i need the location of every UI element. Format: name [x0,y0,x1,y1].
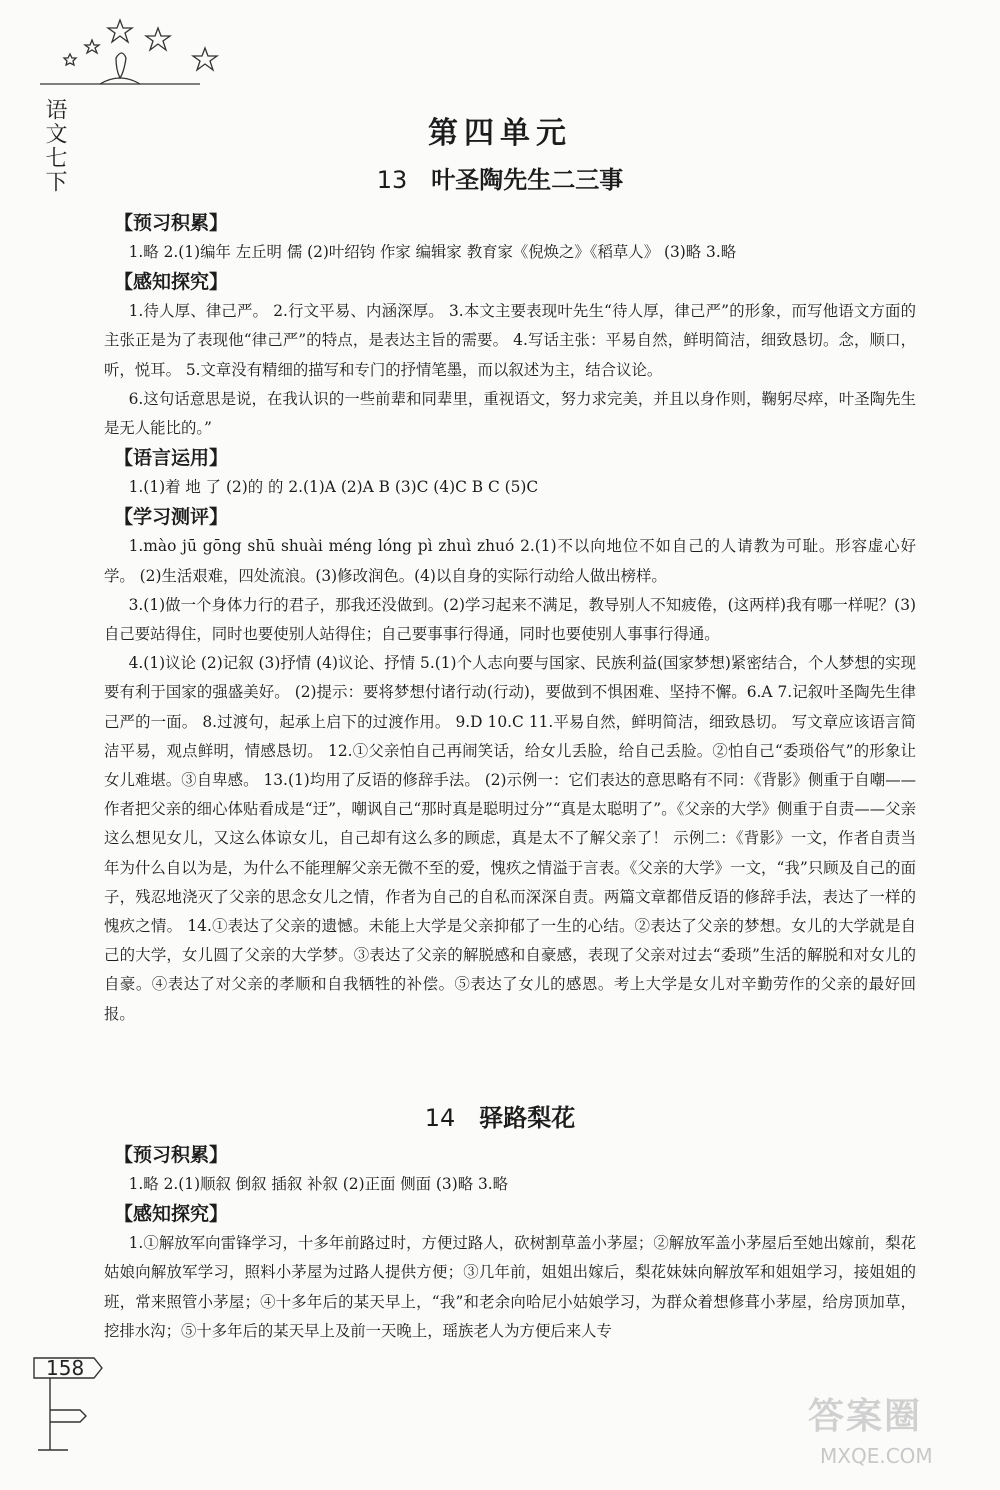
lesson-name: 叶圣陶先生二三事 [431,166,624,194]
section-heading: 【学习测评】 [114,506,229,529]
answer-paragraph: 6.这句话意思是说，在我认识的一些前辈和同辈里，重视语文，努力求完美，并且以身作则，鞠躬尽瘁，叶圣陶先生是无人能比的。” [104,389,916,438]
lesson-14-body [104,1140,916,1346]
lesson-14-title [0,1098,1000,1133]
lesson-13-body [104,208,916,1029]
answer-paragraph: 1.mào jū gōng shū shuài méng lóng pì zhuì zhuó 2.(1)不以向地位不如自己的人请教为可耻。形容虚心好学。 (2)生活艰难，四处流浪。(3)修改润色。(4)以自身的实际行动给人做出榜样。 [104,537,916,585]
stars-illustration [40,18,230,98]
section-heading: 【感知探究】 [114,1203,229,1226]
watermark-logo: 答案圈 [808,1396,923,1437]
watermark-url: MXQE.COM [820,1444,933,1468]
answer-paragraph: 1.待人厚、律己严。 2.行文平易、内涵深厚。 3.本文主要表现叶先生“待人厚，律己严”的形象，而写他语文方面的主张正是为了表现他“律己严”的特点，是表达主旨的需要。 4.写话主张：平易自然，鲜明简洁，细致恳切。念，顺口，听，悦耳。 5.文章没有精细的描写和专门的抒情笔墨，而以叙述为主，结合议论。 [104,302,916,379]
answer-paragraph: 3.(1)做一个身体力行的君子，那我还没做到。(2)学习起来不满足，教导别人不知疲倦，(这两样)我有哪一样呢？(3)自己要站得住，同时也要使别人站得住；自己要事事行得通，同时也要使别人事事行得通。 [104,595,916,644]
answer-paragraph: 1.略 2.(1)编年 左丘明 儒 (2)叶绍钧 作家 编辑家 教育家《倪焕之》《稻草人》 (3)略 3.略 [128,243,737,261]
section-heading: 【语言运用】 [114,447,229,470]
answer-paragraph: 4.(1)议论 (2)记叙 (3)抒情 (4)议论、抒情 5.(1)个人志向要与国家、民族利益(国家梦想)紧密结合，个人梦想的实现要有利于国家的强盛美好。 (2)提示：要将梦想付诸行动(行动)，要做到不惧困难、坚持不懈。6.A 7.记叙叶圣陶先生律己严的一面。 8.过渡句，起承上启下的过渡作用。 9.D 10.C 11.平易自然，鲜明简洁，细致恳切。 写文章应该语言简洁平易，观点鲜明，情感恳切。 12.①父亲怕自己再闹笑话，给女儿丢脸，给自己丢脸。②怕自己“委琐俗气”的形象让女儿难堪。③自卑感。 13.(1)均用了反语的修辞手法。 (2)示例一：它们表达的意思略有不同：《背影》侧重于自嘲——作者把父亲的细心体贴看成是“迂”，嘲讽自己“那时真是聪明过分”“真是太聪明了”。《父亲的大学》侧重于自责——父亲这么想见女儿，又这么体谅女儿，自己却有这么多的顾虑，真是太不了解父亲了！ 示例二：《背影》一文，作者自责当年为什么自以为是，为什么不能理解父亲无微不至的爱，愧疚之情溢于言表。《父亲的大学》一文，“我”只顾及自己的面子，残忍地浇灭了父亲的思念女儿之情，作者为自己的自私而深深自责。两篇文章都借反语的修辞手法，表达了一样的愧疚之情。 14.①表达了父亲的遗憾。未能上大学是父亲抑郁了一生的心结。②表达了父亲的梦想。女儿的大学就是自己的大学，女儿圆了父亲的大学梦。③表达了父亲的解脱感和自豪感，表现了父亲对过去“委琐”生活的解脱和对女儿的自豪。④表达了对父亲的孝顺和自我牺牲的补偿。⑤表达了女儿的感恩。考上大学是女儿对辛勤劳作的父亲的最好回报。 [104,654,916,1023]
answer-paragraph: 1.①解放军向雷锋学习，十多年前路过时，方便过路人，砍树割草盖小茅屋；②解放军盖小茅屋后至她出嫁前，梨花姑娘向解放军学习，照料小茅屋为过路人提供方便；③几年前，姐姐出嫁后，梨花妹妹向解放军和姐姐学习，接姐姐的班，常来照管小茅屋；④十多年后的某天早上，“我”和老余向哈尼小姑娘学习，为群众着想修葺小茅屋，给房顶加草，挖排水沟；⑤十多年后的某天早上及前一天晚上，瑶族老人为方便后来人专 [104,1234,916,1340]
lesson-13-title [0,160,1000,195]
section-heading: 【预习积累】 [114,212,229,234]
lesson-number: 13 [376,166,408,194]
answer-paragraph: 1.略 2.(1)顺叙 倒叙 插叙 补叙 (2)正面 侧面 (3)略 3.略 [128,1175,509,1193]
unit-title: 第四单元 [428,116,572,151]
section-heading: 【预习积累】 [114,1144,229,1166]
lesson-number: 14 [424,1104,456,1132]
subject-label: 语文七下 [42,98,67,194]
answer-paragraph: 1.(1)着 地 了 (2)的 的 2.(1)A (2)A B (3)C (4)C B C (5)C [128,478,539,497]
page-number: 158 [46,1356,85,1380]
section-heading: 【感知探究】 [114,271,229,294]
lesson-name: 驿路梨花 [479,1104,576,1132]
